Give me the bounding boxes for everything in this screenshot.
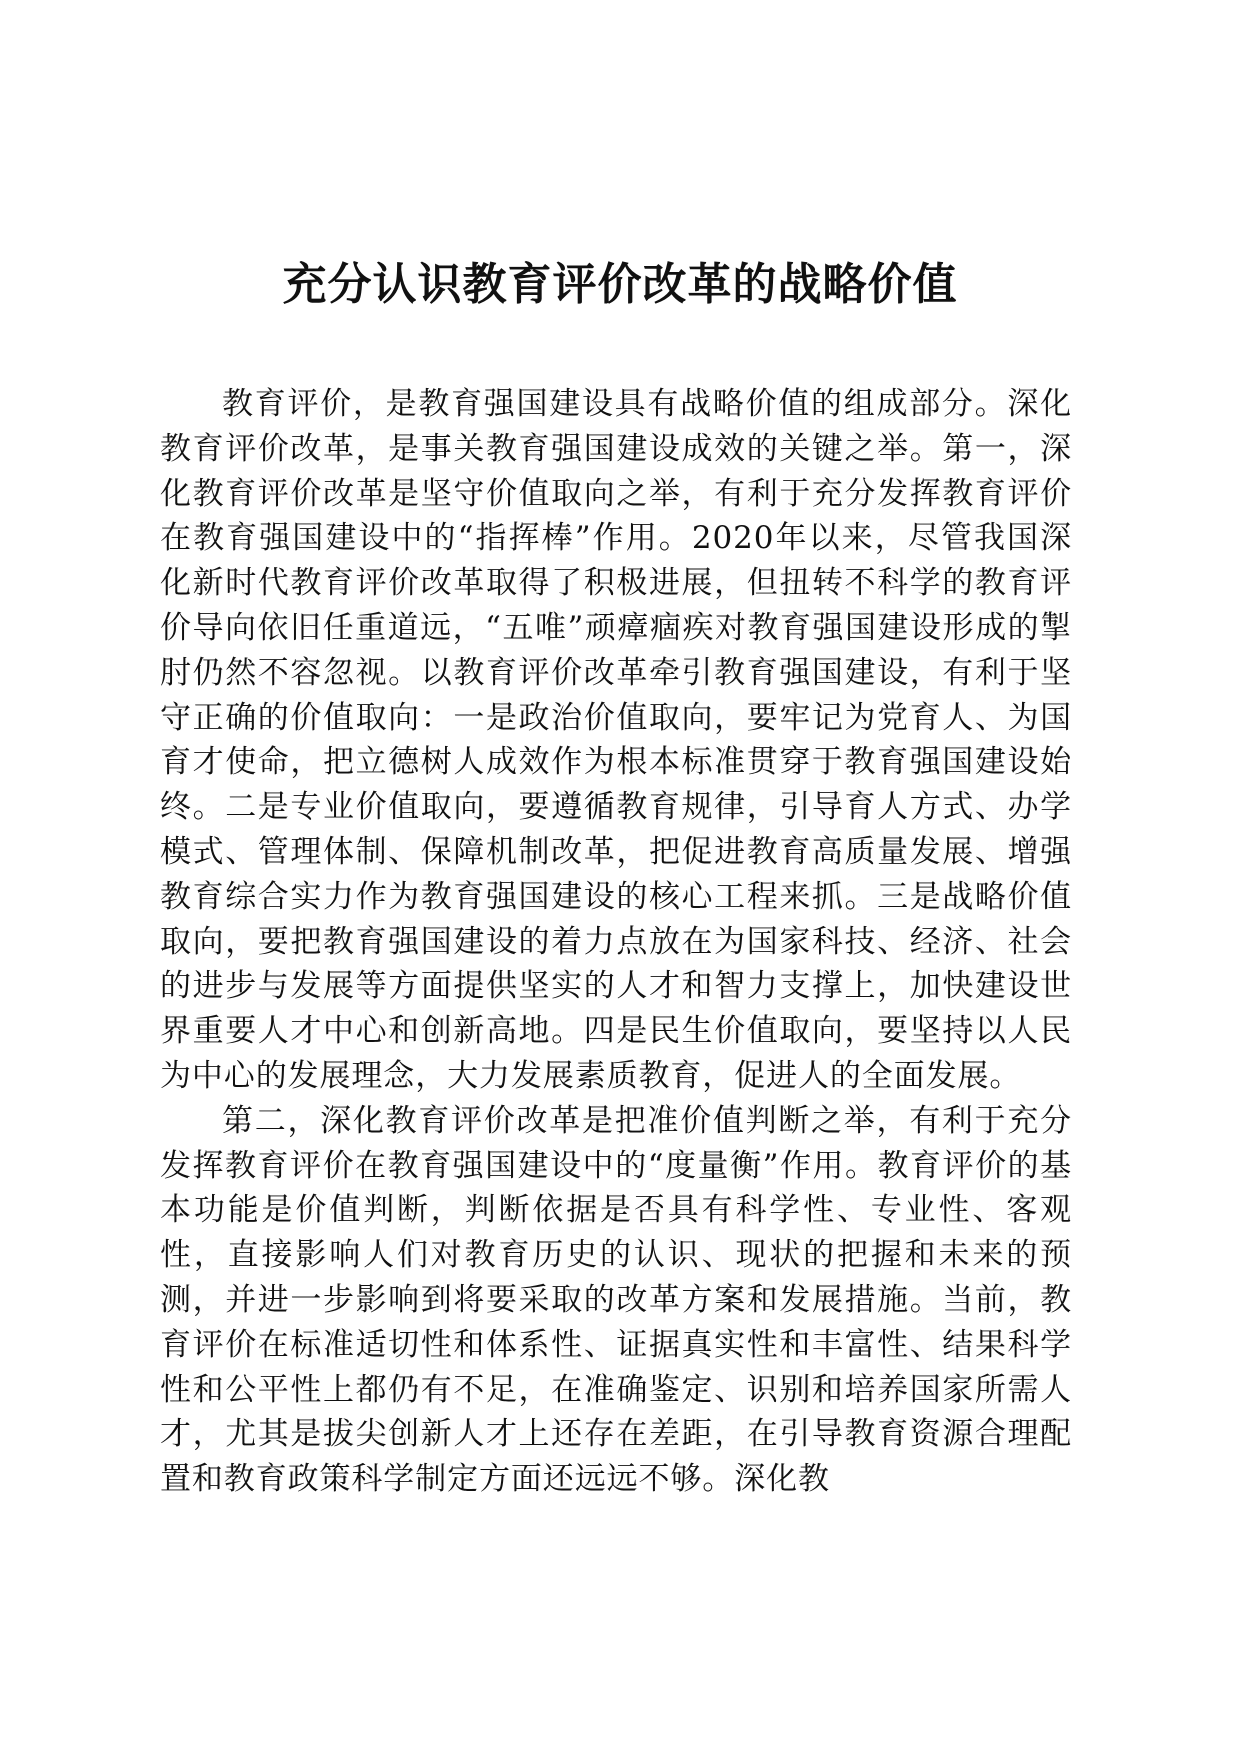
paragraph-1: 教育评价，是教育强国建设具有战略价值的组成部分。深化教育评价改革，是事关教育强国建设成效的关键之举。第一，深化教育评价改革是坚守价值取向之举，有利于充分发挥教育评价在教育强国建设中的“指挥棒”作用。2020年以来，尽管我国深化新时代教育评价改革取得了积极进展，但扭转不科学的教育评价导向依旧任重道远，“五唯”顽瘴痼疾对教育强国建设形成的掣肘仍然不容忽视。以教育评价改革牵引教育强国建设，有利于坚守正确的价值取向：一是政治价值取向，要牢记为党育人、为国育才使命，把立德树人成效作为根本标准贯穿于教育强国建设始终。二是专业价值取向，要遵循教育规律，引导育人方式、办学模式、管理体制、保障机制改革，把促进教育高质量发展、增强教育综合实力作为教育强国建设的核心工程来抓。三是战略价值取向，要把教育强国建设的着力点放在为国家科技、经济、社会的进步与发展等方面提供坚实的人才和智力支撑上，加快建设世界重要人才中心和创新高地。四是民生价值取向，要坚持以人民为中心的发展理念，大力发展素质教育，促进人的全面发展。 bbox=[160, 386, 1072, 1094]
document-body bbox=[160, 382, 1072, 1502]
paragraph-2: 第二，深化教育评价改革是把准价值判断之举，有利于充分发挥教育评价在教育强国建设中的“度量衡”作用。教育评价的基本功能是价值判断，判断依据是否具有科学性、专业性、客观性，直接影响人们对教育历史的认识、现状的把握和未来的预测，并进一步影响到将要采取的改革方案和发展措施。当前，教育评价在标准适切性和体系性、证据真实性和丰富性、结果科学性和公平性上都仍有不足，在准确鉴定、识别和培养国家所需人才，尤其是拔尖创新人才上还存在差距，在引导教育资源合理配置和教育政策科学制定方面还远远不够。深化教 bbox=[160, 1102, 1072, 1498]
document-title: 充分认识教育评价改革的战略价值 bbox=[282, 259, 958, 310]
